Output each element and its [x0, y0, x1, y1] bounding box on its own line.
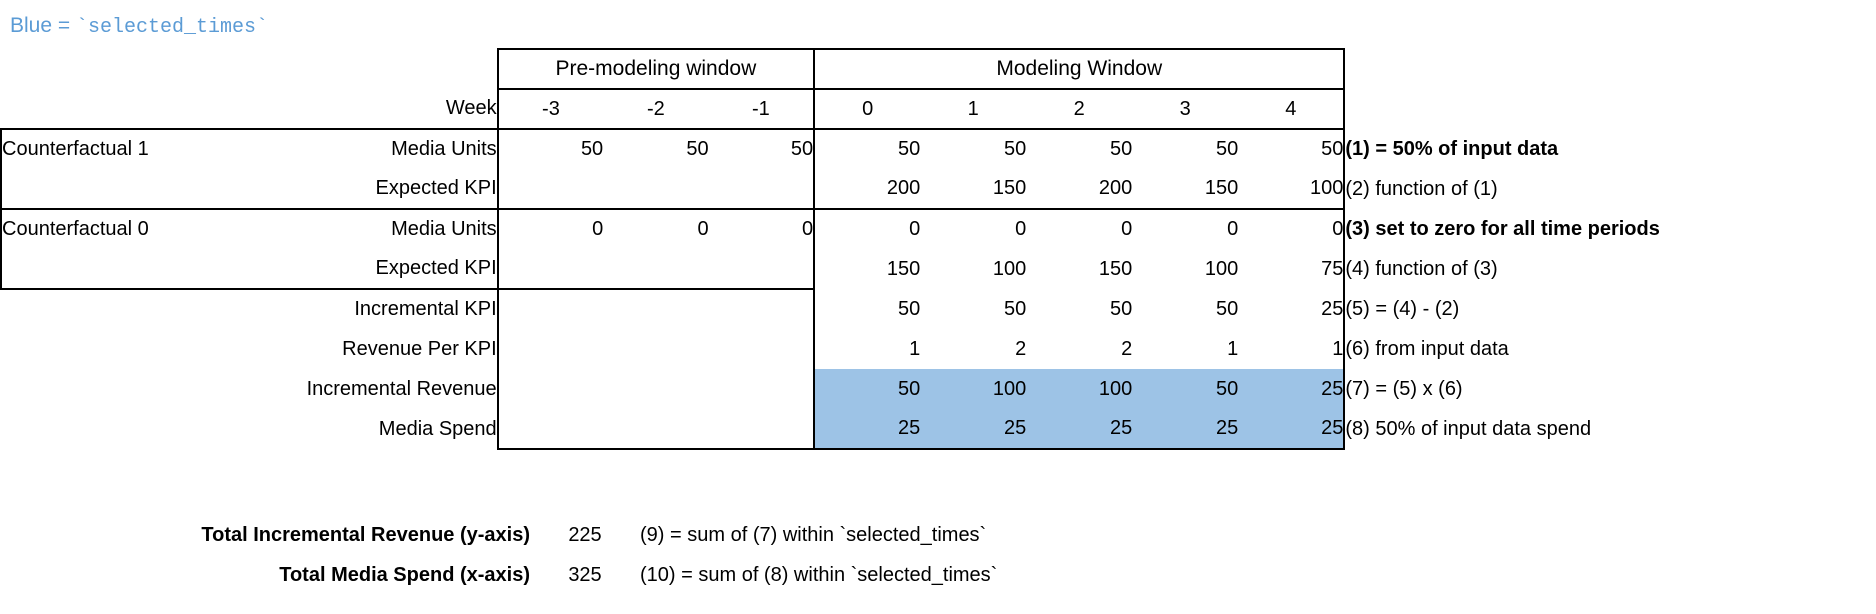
cell-model: 0	[920, 209, 1026, 249]
row-label: Media Units	[391, 218, 497, 240]
cell-model: 200	[814, 169, 920, 209]
total-incremental-revenue-label: Total Incremental Revenue (y-axis)	[201, 523, 530, 546]
cell-model: 50	[1215, 297, 1239, 320]
week-cell-1: 1	[967, 97, 979, 120]
cell-model: 100	[1238, 169, 1344, 209]
total-media-spend-note: (10) = sum of (8) within `selected_times`	[640, 563, 998, 586]
cell-model: 0	[1026, 209, 1132, 249]
cell-model-highlighted: 25	[1132, 409, 1238, 449]
table-row	[1, 289, 1875, 329]
cell-pre: 0	[498, 209, 604, 249]
cell-model: 0	[1132, 209, 1238, 249]
group-header-row	[1, 49, 1875, 89]
cell-model: 50	[1026, 129, 1132, 169]
totals-section	[0, 515, 997, 595]
counterfactual-table	[0, 48, 1876, 450]
cell-model: 0	[814, 209, 920, 249]
cell-pre	[498, 369, 604, 409]
cell-pre	[498, 169, 604, 209]
cell-pre	[709, 409, 815, 449]
row-label: Revenue Per KPI	[342, 337, 497, 360]
week-cell-4: 4	[1238, 89, 1344, 129]
cell-model-highlighted: 50	[1132, 369, 1238, 409]
cell-pre	[603, 289, 708, 329]
cell-model: 2	[1121, 337, 1133, 360]
header-modeling: Modeling Window	[814, 49, 1344, 89]
row-label: Incremental KPI	[354, 298, 497, 320]
week-header-row	[1, 89, 1875, 129]
week-cell-2: 2	[1073, 97, 1085, 120]
row-note: (4) function of (3)	[1345, 257, 1498, 280]
cell-pre: 50	[498, 129, 604, 169]
row-note: (1) = 50% of input data	[1345, 137, 1559, 160]
row-label: Expected KPI	[1, 169, 498, 209]
note-spacer	[1344, 89, 1875, 129]
cell-model-highlighted: 100	[920, 369, 1026, 409]
cell-model-highlighted: 100	[1026, 369, 1132, 409]
cell-model: 150	[992, 177, 1027, 199]
cell-model: 100	[1204, 257, 1239, 280]
cell-model: 75	[1238, 249, 1344, 289]
cell-model-highlighted: 25	[1026, 409, 1132, 449]
cell-pre	[603, 409, 708, 449]
row-note: (5) = (4) - (2)	[1345, 297, 1460, 320]
cell-model: 100	[992, 257, 1027, 280]
cell-model: 50	[920, 129, 1026, 169]
week-cell--1: -1	[751, 97, 770, 120]
row-note: (2) function of (1)	[1345, 177, 1498, 200]
cell-pre	[603, 369, 708, 409]
table-row	[1, 409, 1875, 449]
legend-code: `selected_times`	[75, 16, 268, 39]
cell-model-highlighted: 25	[814, 409, 920, 449]
total-media-spend-label: Total Media Spend (x-axis)	[279, 563, 530, 586]
cell-model: 50	[814, 129, 920, 169]
cell-pre	[709, 329, 815, 369]
cell-model: 200	[1098, 177, 1133, 199]
row-label: Media Spend	[378, 417, 497, 440]
week-cell--3: -3	[498, 89, 604, 129]
cell-pre	[603, 249, 708, 289]
cell-model-highlighted: 25	[1238, 409, 1344, 449]
table-layout	[0, 48, 1876, 450]
cell-pre	[498, 249, 604, 289]
row-label: Incremental Revenue	[306, 377, 497, 400]
cell-pre	[603, 329, 708, 369]
cell-model-highlighted: 25	[920, 409, 1026, 449]
group-label-counterfactual-1: Counterfactual 1	[2, 138, 149, 160]
week-cell-0: 0	[814, 89, 920, 129]
cell-pre	[709, 169, 815, 209]
cell-model-highlighted: 25	[1238, 369, 1344, 409]
group-label-counterfactual-0: Counterfactual 0	[2, 218, 149, 240]
week-cell--2: -2	[646, 97, 665, 120]
cell-model: 2	[1015, 337, 1027, 360]
cell-model: 50	[1109, 297, 1133, 320]
row-note: (7) = (5) x (6)	[1345, 377, 1463, 400]
cell-model: 1	[1227, 337, 1239, 360]
total-incremental-revenue-note: (9) = sum of (7) within `selected_times`	[640, 523, 987, 546]
table-row	[1, 369, 1875, 409]
row-label-cell	[1, 129, 498, 169]
cell-model: 50	[814, 289, 920, 329]
total-media-spend-value: 325	[568, 563, 602, 586]
row-note: (3) set to zero for all time periods	[1345, 217, 1660, 240]
legend	[10, 14, 268, 39]
cell-model: 0	[1238, 209, 1344, 249]
header-pre-modeling: Pre-modeling window	[498, 49, 814, 89]
cell-model: 1	[1238, 329, 1344, 369]
cell-model: 1	[814, 329, 920, 369]
total-incremental-revenue-value: 225	[568, 523, 602, 546]
cell-pre: 0	[709, 209, 815, 249]
cell-model: 150	[1204, 177, 1239, 199]
week-label: Week	[445, 97, 497, 119]
row-label: Media Units	[391, 138, 497, 160]
row-label: Expected KPI	[1, 249, 498, 289]
cell-pre: 50	[709, 129, 815, 169]
table-row	[1, 169, 1875, 209]
totals-row	[0, 555, 997, 595]
table-row	[1, 249, 1875, 289]
spacer-cell	[1, 49, 498, 89]
totals-table	[0, 515, 997, 595]
row-note: (6) from input data	[1345, 337, 1509, 360]
cell-model: 25	[1238, 289, 1344, 329]
cell-model: 50	[1003, 297, 1027, 320]
cell-pre	[603, 169, 708, 209]
cell-model: 150	[814, 249, 920, 289]
cell-pre	[498, 289, 604, 329]
row-note: (8) 50% of input data spend	[1345, 417, 1592, 440]
cell-pre: 50	[603, 129, 708, 169]
cell-pre	[498, 329, 604, 369]
table-row	[1, 129, 1875, 169]
table-row	[1, 209, 1875, 249]
cell-pre: 0	[603, 209, 708, 249]
cell-model: 50	[1238, 129, 1344, 169]
cell-pre	[709, 369, 815, 409]
totals-row	[0, 515, 997, 555]
row-label-cell	[1, 209, 498, 249]
table-row	[1, 329, 1875, 369]
cell-pre	[498, 409, 604, 449]
legend-prefix: Blue =	[10, 14, 76, 37]
cell-pre	[709, 249, 815, 289]
note-spacer	[1344, 49, 1875, 89]
week-cell-3: 3	[1179, 97, 1191, 120]
cell-model-highlighted: 50	[814, 369, 920, 409]
cell-model: 150	[1098, 257, 1133, 280]
cell-pre	[709, 289, 815, 329]
cell-model: 50	[1132, 129, 1238, 169]
